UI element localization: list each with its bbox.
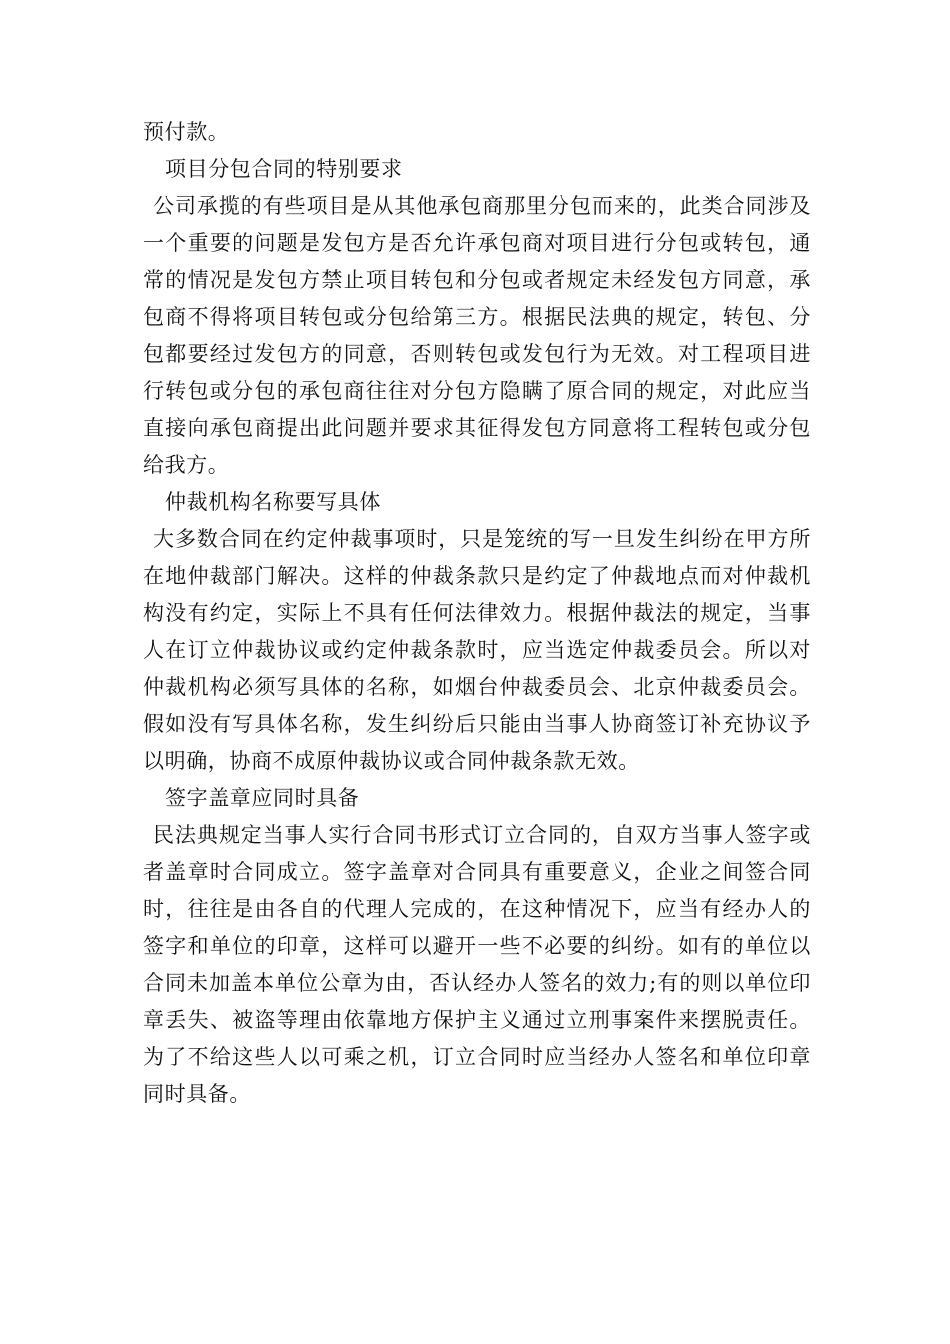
document-body bbox=[143, 114, 811, 1113]
section-heading-signature: 签字盖章应同时具备 bbox=[165, 786, 360, 810]
paragraph-subcontract: 公司承揽的有些项目是从其他承包商那里分包而来的，此类合同涉及一个重要的问题是发包方是否允许承包商对项目进行分包或转包，通常的情况是发包方禁止项目转包和分包或者规定未经发包方同意，承包商不得将项目转包或分包给第三方。根据民法典的规定，转包、分包都要经过发包方的同意，否则转包或发包行为无效。对工程项目进行转包或分包的承包商往往对分包方隐瞒了原合同的规定，对此应当直接向承包商提出此问题并要求其征得发包方同意将工程转包或分包给我方。 bbox=[143, 194, 811, 477]
section-heading-arbitration: 仲裁机构名称要写具体 bbox=[165, 490, 381, 514]
paragraph-continuation: 预付款。 bbox=[143, 120, 230, 144]
paragraph-arbitration: 大多数合同在约定仲裁事项时，只是笼统的写一旦发生纠纷在甲方所在地仲裁部门解决。这样的仲裁条款只是约定了仲裁地点而对仲裁机构没有约定，实际上不具有任何法律效力。根据仲裁法的规定，当事人在订立仲裁协议或约定仲裁条款时，应当选定仲裁委员会。所以对仲裁机构必须写具体的名称，如烟台仲裁委员会、北京仲裁委员会。假如没有写具体名称，发生纠纷后只能由当事人协商签订补充协议予以明确，协商不成原仲裁协议或合同仲裁条款无效。 bbox=[143, 527, 811, 773]
paragraph-signature: 民法典规定当事人实行合同书形式订立合同的，自双方当事人签字或者盖章时合同成立。签字盖章对合同具有重要意义，企业之间签合同时，往往是由各自的代理人完成的，在这种情况下，应当有经办人的签字和单位的印章，这样可以避开一些不必要的纠纷。如有的单位以合同未加盖本单位公章为由，否认经办人签名的效力;有的则以单位印章丢失、被盗等理由依靠地方保护主义通过立刑事案件来摆脱责任。为了不给这些人以可乘之机，订立合同时应当经办人签名和单位印章同时具备。 bbox=[143, 823, 811, 1106]
section-heading-subcontract: 项目分包合同的特别要求 bbox=[165, 157, 403, 181]
